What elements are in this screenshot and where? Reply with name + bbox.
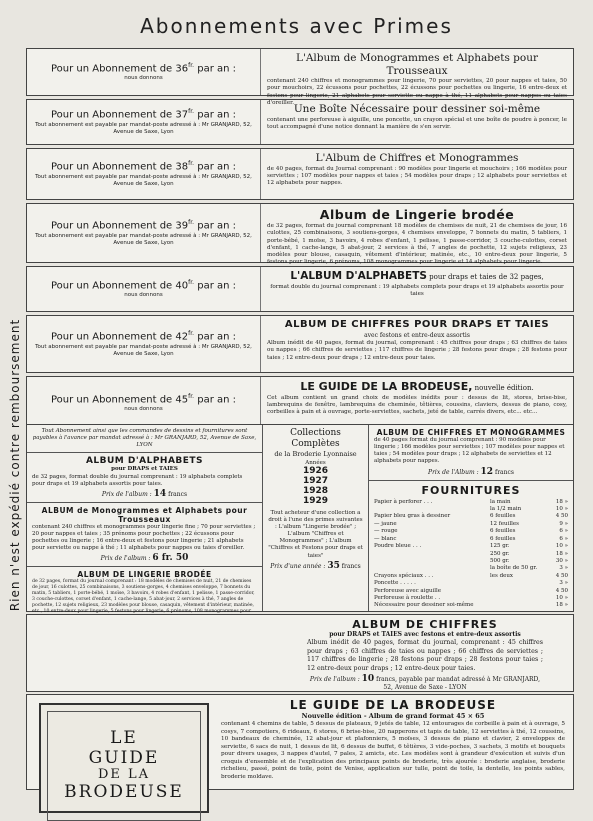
side-notice-text: Rien n'est expédié contre remboursement xyxy=(8,318,22,612)
collections-title-2: Complètes xyxy=(291,438,340,449)
years-label: Années xyxy=(305,460,326,467)
guide-description: contenant 4 chemins de table, 5 dessus de plateaux, 9 jetés de table, 12 entourages de corbeille à pain et à ouvrage, 5 cosys, 7 compotiers, 6 rideaux, 6 stores, 6 brise-bise, 20 napperons et tapis de table, 12 serviettes à thé, 12 coussins, 10 bandeaux de cheminée, 12 abat-jour et plafonniers, 5 moïses, 3 dessus de piano et clavier, 2 enveloppes de serviette, 6 sacs de nuit, 1 dessus de lit, 6 dessus de buffet, 6 têtières, 3 vide-poches, 3 sachets, 3 motifs et bouquets pour divers usages, 3 nappes d'autel, 7 pales, 2 amicts, etc. Les modèles sont à grandeur d'exécution et suivis d'un croquis d'ensemble et de l'explication des principaux points de broderie, très ajourée : broderie anglaise, broderie richelieu, passé, point de toile, point de Venise, application sur tulle, point de toile, la dentelle, les points sables, broderie moldave. xyxy=(221,721,565,780)
supply-price: 6 » xyxy=(559,535,568,542)
collections-title: Collections xyxy=(290,428,341,438)
supply-row xyxy=(374,551,568,558)
supply-item: Perforeuse à roulette . . xyxy=(374,595,441,602)
supply-price: 10 » xyxy=(555,595,568,602)
chiffres-album-description: de 40 pages format du journal comprenant : 90 modèles pour lingerie ; 166 modèles pour serviettes ; 107 modèles pour nappes et taies ; 54 modèles pour draps ; 12 alphabets de serviettes et 12 alphabets pour nappes. xyxy=(374,437,565,465)
offer-note: Tout abonnement est payable par mandat-poste adressé à : Mr GRANJARD, 52, Avenue de Saxe, Lyon xyxy=(35,343,252,357)
chiffres-album-price: Prix de l'Album : 12 francs xyxy=(428,466,514,477)
supply-row xyxy=(374,580,568,587)
supply-price: 18 » xyxy=(555,498,568,505)
supply-quantity: les deux xyxy=(490,572,514,579)
offer-premium xyxy=(261,149,573,199)
supply-quantity: 6 feuilles xyxy=(490,528,516,535)
supply-row xyxy=(374,536,568,543)
supply-price: 4 50 xyxy=(555,572,568,579)
premium-title: L'Album de Chiffres et Monogrammes xyxy=(315,152,519,164)
side-notice xyxy=(4,320,26,610)
supply-item: Papier à perforer . . . xyxy=(374,498,433,505)
supply-quantity xyxy=(490,602,542,609)
guide-cover-title: LE GUIDE DE LA BRODEUSE xyxy=(64,728,184,803)
premium-description: Album inédit de 40 pages, format du journal, comprenant : 45 chiffres pour draps ; 63 chiffres de taies ou nappes ; 66 chiffres de serviettes ; 117 chiffres de lingerie ; 28 festons pour draps ; 28 festons pour taies ; 12 entre-deux pour draps ; 12 entre-deux pour taies. xyxy=(267,340,567,361)
offer-note: nous donnons xyxy=(124,75,163,82)
chiffres-block-price: Prix de l'album : 10 francs, payable par mandat adressé à Mr GRANJARD, 52, Avenue de Saxe - LYON xyxy=(309,674,541,691)
monogrammes-album-price: Prix de l'album : 6 fr. 50 xyxy=(100,553,189,564)
supply-price: 3 » xyxy=(559,580,568,587)
supplies-list xyxy=(374,499,568,610)
offer-37 xyxy=(26,99,574,145)
alphabets-album-title: ALBUM D'ALPHABETS xyxy=(85,456,204,467)
supply-quantity xyxy=(490,595,542,602)
supply-price: 30 » xyxy=(555,557,568,564)
guide-title: LE GUIDE DE LA BRODEUSE xyxy=(289,698,497,712)
collections-column xyxy=(263,425,369,611)
offer-premium xyxy=(261,316,573,372)
guide-cover-image xyxy=(39,703,209,813)
supply-price: 4 50 xyxy=(555,587,568,594)
year-item: 1927 xyxy=(302,476,329,487)
supply-price: 6 » xyxy=(559,528,568,535)
offer-price: Pour un Abonnement de $42^{fr.}$ par an : Tout abonnement est payable par mandat-poste adressé à : Mr GRANJARD, 52, Avenue de Saxe, Lyon xyxy=(27,316,261,372)
supply-item: Nécessaire pour dessiner soi-même xyxy=(374,602,474,609)
supply-item: — rouge xyxy=(374,528,398,535)
supply-item: Poncette . . . . . xyxy=(374,580,416,587)
premium-description: contenant une perforeuse à aiguille, une poncette, un crayon spécial et une boîte de poudre à poncer, le tout accompagné d'une notice donnant la manière de s'en servir. xyxy=(267,116,567,130)
supply-price: 4 50 xyxy=(555,513,568,520)
premium-description: format double du journal comprenant : 19 alphabets complets pour draps et 19 alphabets assortis pour taies xyxy=(270,283,564,297)
supply-price: 18 » xyxy=(555,602,568,609)
supply-quantity: 500 gr. xyxy=(490,557,510,564)
premium-description: contenant 240 chiffres et monogrammes pour lingerie, 70 pour serviettes, 20 pour nappes et taies, 50 pour mouchoirs, 22 écussons pour pochettes, 22 écussons pour pochettes ou lingerie, 16 entre-deux et festons pour lingerie, 21 alphabets pour serviette ou nappe à thé, 11 alphabets pour nappes ou taies d'oreiller. xyxy=(267,78,567,106)
premium-title: L'Album de Monogrammes et Alphabets pour Trousseaux xyxy=(295,52,539,77)
premium-title: L'ALBUM D'ALPHABETS xyxy=(290,270,427,282)
year-item: 1926 xyxy=(302,466,329,477)
supply-quantity: 125 gr. xyxy=(490,543,510,550)
supply-item xyxy=(374,551,490,558)
supply-quantity: la main xyxy=(490,498,511,505)
guide-details xyxy=(217,695,573,789)
offer-39 xyxy=(26,203,574,266)
supply-price: 10 » xyxy=(555,505,568,512)
offer-premium: LE GUIDE DE LA BRODEUSE, nouvelle édition. Cet album contient un grand choix de modèles inédits pour : dessus de lit, stores, brise-bise, lambrequins de fenêtre, lambrequins de cheminée, têtières, coussins, claviers, dessus de piano, cosy, corbeilles à pain et à ouvrage, porte-serviettes, sachets, jeté de table, carrés divers, etc... etc... xyxy=(267,380,567,416)
chiffres-block-subtitle: pour DRAPS et TAIES avec festons et entre-deux assortis xyxy=(329,631,521,638)
guide-brodeuse-block xyxy=(26,694,574,803)
payment-note: Tout Abonnement ainsi que les commandes de dessins et fournitures sont payables à l'avance par mandat adressé à : Mr GRANJARD, 52, Avenue de Saxe, LYON xyxy=(32,428,257,449)
premium-title: ALBUM DE CHIFFRES POUR DRAPS ET TAIES xyxy=(284,319,550,330)
collections-price: Prix d'une année : 35 francs xyxy=(270,560,361,571)
alphabets-album-description: de 32 pages, format double du journal comprenant : 19 alphabets complets pour draps et 19 alphabets assortis pour taies. xyxy=(32,473,243,487)
offer-40 xyxy=(26,266,574,312)
subscription-offers xyxy=(26,48,574,433)
supply-row xyxy=(374,528,568,535)
offer-price: Pour un Abonnement de $45^{fr.}$ par an : nous donnons xyxy=(27,377,261,429)
supply-quantity: 6 feuilles xyxy=(490,535,516,542)
offer-note: nous donnons xyxy=(124,292,163,299)
lingerie-album-description: de 32 pages, format du journal comprenant : 18 modèles de chemises de nuit, 21 de chemises de jour, 16 culottes, 25 combinaisons, 3 soutiens-gorges, 4 chemises enveloppe, 7 bonnets du matin, 5 tabliers, 1 porte-bébé, 1 moïse, 3 bavoirs, 4 robes d'enfant, 1 pelisse, 1 passe-corridor, 3 couche-culottes, corset d'enfant, 1 cache-lange, 5 abat-jour, 2 services à thé, 7 angles de pochette, 12 sujets religieux, 23 modèles pour blouse, casaquin, vêtement d'intérieur, matinée, etc., 10 entre-deux pour lingerie, 5 festons pour lingerie, 6 prénoms, 108 monogrammes pour xyxy=(32,579,255,615)
supply-item: — jaune xyxy=(374,520,397,527)
supply-price: 9 » xyxy=(559,520,568,527)
offer-note: Tout abonnement est payable par mandat-poste adressé à : Mr GRANJARD, 52, Avenue de Saxe, Lyon xyxy=(35,173,252,187)
offer-42 xyxy=(26,315,574,373)
offer-price: Pour un Abonnement de $36^{fr.}$ par an : nous donnons xyxy=(27,49,261,95)
premium-subtitle: avec festons et entre-deux assortis xyxy=(364,332,470,339)
supplies-column xyxy=(369,425,573,611)
offer-price: Pour un Abonnement de $38^{fr.}$ par an : Tout abonnement est payable par mandat-poste adressé à : Mr GRANJARD, 52, Avenue de Saxe, Lyon xyxy=(27,149,261,199)
supply-row xyxy=(374,499,568,506)
offer-premium xyxy=(261,204,573,266)
supply-row xyxy=(374,602,568,609)
supply-price: 10 » xyxy=(555,543,568,550)
years-list xyxy=(267,467,364,507)
page-title xyxy=(22,14,571,46)
supply-item: Poudre bleue . . . xyxy=(374,543,422,550)
page-title-text: Abonnements avec Primes xyxy=(140,14,453,38)
supply-quantity xyxy=(490,580,542,587)
albums-grid xyxy=(26,424,574,615)
supply-quantity: 12 feuilles xyxy=(490,520,519,527)
supply-row xyxy=(374,521,568,528)
premium-description: Cet album contient un grand choix de modèles inédits pour : dessus de lit, stores, brise-bise, lambrequins de fenêtre, lambrequins de cheminée, têtières, coussins, claviers, dessus de piano, cosy, corbeilles à pain et à ouvrage, porte-serviettes, sachets, jeté de table, carrés divers, etc... etc... xyxy=(267,394,567,416)
lingerie-album-title: ALBUM DE LINGERIE BRODÉE xyxy=(77,570,212,580)
premium-title: Album de Lingerie brodée xyxy=(319,207,515,222)
offer-note: Tout abonnement est payable par mandat-poste adressé à : Mr GRANJARD, 52, Avenue de Saxe, Lyon xyxy=(35,232,252,246)
offer-note: nous donnons xyxy=(124,406,163,413)
supply-row xyxy=(374,565,568,572)
offer-note: Tout abonnement est payable par mandat-poste adressé à : Mr GRANJARD, 52, Avenue de Saxe, Lyon xyxy=(35,121,252,135)
offer-price: Pour un Abonnement de $40^{fr.}$ par an : nous donnons xyxy=(27,267,261,311)
supply-quantity xyxy=(490,588,542,595)
supply-item xyxy=(374,565,490,572)
collections-description: Tout acheteur d'une collection a droit à l'une des primes suivantes : L'album "Lingerie brodée" ; L'album "Chiffres et Monogrammes" ; L'album "Chiffres et Festons pour draps et taies" xyxy=(268,509,363,559)
premium-title: Une Boîte Nécessaire pour dessiner soi-même xyxy=(293,103,541,115)
supply-quantity: 250 gr. xyxy=(490,550,510,557)
chiffres-block-title: ALBUM DE CHIFFRES xyxy=(352,618,498,631)
year-item: 1929 xyxy=(302,495,329,506)
supply-item: Crayons spéciaux . . . xyxy=(374,572,434,579)
monogrammes-album-title: ALBUM de Monogrammes et Alphabets pour Trousseaux xyxy=(41,505,248,524)
alphabets-album-subtitle: pour DRAPS et TAIES xyxy=(111,466,178,473)
year-item: 1928 xyxy=(302,485,329,496)
supply-quantity: la 1/2 main xyxy=(490,505,522,512)
supply-row xyxy=(374,543,568,550)
offer-38 xyxy=(26,148,574,200)
offer-premium xyxy=(261,49,573,106)
chiffres-album-title: ALBUM DE CHIFFRES ET MONOGRAMMES xyxy=(376,428,566,437)
monogrammes-album-description: contenant 240 chiffres et monogrammes pour lingerie fine ; 70 pour serviettes ; 20 pour nappes et taies ; 35 prénoms pour pochettes ; 22 écussons pour pochettes ou lingerie ; 16 entre-deux et festons pour lingerie ; 21 alphabets pour serviette ou nappe à thé ; 11 alphabets pour nappes ou taies d'oreiller. xyxy=(32,523,256,552)
offer-price: Pour un Abonnement de $39^{fr.}$ par an : Tout abonnement est payable par mandat-poste adressé à : Mr GRANJARD, 52, Avenue de Saxe, Lyon xyxy=(27,204,261,262)
supply-row xyxy=(374,558,568,565)
supplies-title: FOURNITURES xyxy=(421,483,521,497)
supply-row xyxy=(374,513,568,520)
offer-price: Pour un Abonnement de $37^{fr.}$ par an : Tout abonnement est payable par mandat-poste adressé à : Mr GRANJARD, 52, Avenue de Saxe, Lyon xyxy=(27,100,261,144)
collections-subtitle: de la Broderie Lyonnaise xyxy=(274,449,357,458)
albums-column xyxy=(27,425,263,615)
premium-title: LE GUIDE DE LA BRODEUSE, xyxy=(300,380,473,393)
supply-item: Papier bleu gras à dessiner xyxy=(374,513,451,520)
supply-row xyxy=(374,588,568,595)
supply-item: — blanc xyxy=(374,535,397,542)
chiffres-block-description: Album inédit de 40 pages, format du journal, comprenant : 45 chiffres pour draps ; 63 chiffres de taies ou nappes ; 66 chiffres de serviettes ; 117 chiffres de lingerie ; 28 festons pour draps ; 28 festons pour taies ; 12 entre-deux pour draps ; 12 entre-deux pour taies. xyxy=(307,639,543,672)
supply-price: 3 » xyxy=(559,565,568,572)
offer-premium xyxy=(261,100,573,144)
offer-45 xyxy=(26,376,574,430)
supply-quantity: 6 feuilles xyxy=(490,513,516,520)
supply-item xyxy=(374,558,490,565)
supply-item: Perforeuse avec aiguille xyxy=(374,587,442,594)
premium-description: de 40 pages, format du Journal comprenant : 90 modèles pour lingerie et mouchoirs ; 166 modèles pour serviettes ; 107 modèles pour nappes et taies ; 54 modèles pour draps ; 12 alphabets pour serviettes et 12 alphabets pour nappes. xyxy=(267,165,567,187)
premium-description: de 32 pages, format du journal comprenant 18 modèles de chemises de nuit, 21 de chemises de jour, 16 culottes, 25 combinaisons, 3 soutiens-gorges, 4 chemises enveloppe, 7 bonnets du matin, 5 tabliers, 1 porte-bébé, 1 moïse, 3 bavoirs, 4 robes d'enfant, 1 pelisse, 1 passe-corridor, 3 couche-culottes, corset d'enfant, 1 cache-lange, 5 abat-jour, 2 services à thé, 7 angles de pochette, 12 sujets religieux, 23 modèles pour blouse, casaquin, vêtement d'intérieur, matinée, etc., 10 entre-deux pour lingerie, 5 festons pour lingerie, 6 prénoms, 108 monogrammes pour lingerie et 14 alphabets pour lingerie. xyxy=(267,223,567,266)
supply-row xyxy=(374,573,568,580)
supply-price: 18 » xyxy=(555,550,568,557)
offer-premium: L'ALBUM D'ALPHABETS pour draps et taies de 32 pages, format double du journal comprenant : 19 alphabets complets pour draps et 19 alphabets assortis pour taies xyxy=(261,267,573,311)
guide-subtitle: Nouvelle édition - Album de grand format 45 × 65 xyxy=(301,712,485,720)
alphabets-album-price: Prix de l'album : 14 francs xyxy=(101,488,188,499)
offer-36 xyxy=(26,48,574,106)
chiffres-album-block xyxy=(26,614,574,692)
supply-quantity: la boîte de 50 gr. xyxy=(490,565,538,572)
